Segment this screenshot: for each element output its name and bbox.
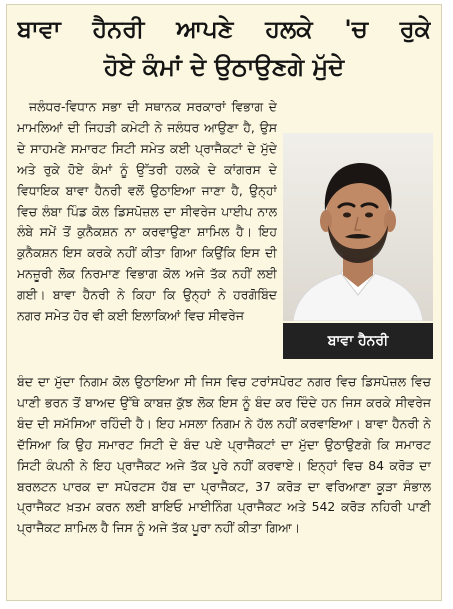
- headline-line-1: ਬਾਵਾ ਹੈਨਰੀ ਆਪਣੇ ਹਲਕੇ 'ਚ ਰੁਕੇ: [17, 15, 431, 43]
- article-paragraph-continued: ਬੰਦ ਦਾ ਮੁੱਦਾ ਨਿਗਮ ਕੋਲ ਉਠਾਇਆ ਸੀ ਜਿਸ ਵਿਚ ਟਰਾਂਸਪੋਰਟ ਨਗਰ ਵਿਚ ਡਿਸਪੋਜ਼ਲ ਵਿਚ ਪਾਣੀ ਭਰਨ ਤੋਂ ਬਾਅਦ ਉੱਥੇ ਕਾਬਜ਼ ਕੁੱਝ ਲੋਕ ਇਸ ਨੂੰ ਬੰਦ ਕਰ ਦਿੰਦੇ ਹਨ ਜਿਸ ਕਰਕੇ ਸੀਵਰੇਜ ਬੰਦ ਦੀ ਸਮੱਸਿਆ ਰਹਿੰਦੀ ਹੈ। ਇਹ ਮਸਲਾ ਨਿਗਮ ਨੇ ਹੱਲ ਨਹੀਂ ਕਰਵਾਇਆ। ਬਾਵਾ ਹੈਨਰੀ ਨੇ ਦੱਸਿਆ ਕਿ ਉਹ ਸਮਾਰਟ ਸਿਟੀ ਦੇ ਬੰਦ ਪਏ ਪ੍ਰਾਜੈਕਟਾਂ ਦਾ ਮੁੱਦਾ ਉਠਾਉਣਗੇ ਕਿ ਸਮਾਰਟ ਸਿਟੀ ਕੰਪਨੀ ਨੇ ਇਹ ਪ੍ਰਾਜੈਕਟ ਅਜੇ ਤੱਕ ਪੂਰੇ ਨਹੀਂ ਕਰਵਾਏ। ਇਨ੍ਹਾਂ ਵਿਚ 84 ਕਰੋੜ ਦਾ ਬਰਲਟਨ ਪਾਰਕ ਦਾ ਸਪੋਰਟਸ ਹੱਬ ਦਾ ਪ੍ਰਾਜੈਕਟ, 37 ਕਰੋੜ ਦਾ ਵਰਿਆਣਾ ਕੂੜਾ ਸੰਭਾਲ ਪ੍ਰਾਜੈਕਟ ਖ਼ਤਮ ਕਰਨ ਲਈ ਬਾਇਓ ਮਾਈਨਿੰਗ ਪ੍ਰਾਜੈਕਟ ਅਤੇ 542 ਕਰੋੜ ਨਹਿਰੀ ਪਾਣੀ ਪ੍ਰਾਜੈਕਟ ਸ਼ਾਮਿਲ ਹੈ ਜਿਸ ਨੂੰ ਅਜੇ ਤੱਕ ਪੂਰਾ ਨਹੀਂ ਕੀਤਾ ਗਿਆ।: [17, 374, 431, 536]
- article-body-intro: [17, 97, 277, 369]
- headline-line-2: ਹੋਏ ਕੰਮਾਂ ਦੇ ਉਠਾਉਣਗੇ ਮੁੱਦੇ: [103, 53, 345, 81]
- article-paragraph-intro: ਜਲੰਧਰ-ਵਿਧਾਨ ਸਭਾ ਦੀ ਸਥਾਨਕ ਸਰਕਾਰਾਂ ਵਿਭਾਗ ਦੇ ਮਾਮਲਿਆਂ ਦੀ ਜਿਹੜੀ ਕਮੇਟੀ ਨੇ ਜਲੰਧਰ ਆਉਣਾ ਹੈ, ਉਸ ਦੇ ਸਾਹਮਣੇ ਸਮਾਰਟ ਸਿਟੀ ਸਮੇਤ ਕਈ ਪ੍ਰਾਜੈਕਟਾਂ ਦੇ ਮੁੱਦੇ ਅਤੇ ਰੁਕੇ ਹੋਏ ਕੰਮਾਂ ਨੂੰ ਉੱਤਰੀ ਹਲਕੇ ਦੇ ਕਾਂਗਰਸ ਦੇ ਵਿਧਾਇਕ ਬਾਵਾ ਹੈਨਰੀ ਵਲੋਂ ਉਠਾਇਆ ਜਾਣਾ ਹੈ, ਉਨ੍ਹਾਂ ਵਿਚ ਲੰਬਾ ਪਿੰਡ ਕੋਲ ਡਿਸਪੋਜ਼ਲ ਦਾ ਸੀਵਰੇਜ ਪਾਈਪ ਨਾਲ ਲੰਬੇ ਸਮੇਂ ਤੋਂ ਕੁਨੈਕਸ਼ਨ ਨਾ ਕਰਵਾਉਣਾ ਸ਼ਾਮਿਲ ਹੈ। ਇਹ ਕੁਨੈਕਸ਼ਨ ਇਸ ਕਰਕੇ ਨਹੀਂ ਕੀਤਾ ਗਿਆ ਕਿਉਂਕਿ ਇਸ ਦੀ ਮਨਜ਼ੂਰੀ ਲੋਕ ਨਿਰਮਾਣ ਵਿਭਾਗ ਕੋਲ ਅਜੇ ਤੱਕ ਨਹੀਂ ਲਈ ਗਈ। ਬਾਵਾ ਹੈਨਰੀ ਨੇ ਕਿਹਾ ਕਿ ਉਨ੍ਹਾਂ ਨੇ ਹਰਗੋਬਿੰਦ ਨਗਰ ਸਮੇਤ ਹੋਰ ਵੀ ਕਈ ਇਲਾਕਿਆਂ ਵਿਚ ਸੀਵਰੇਜ: [17, 99, 277, 324]
- portrait-photo: [283, 133, 433, 321]
- article-body-continued: [17, 372, 431, 598]
- portrait-illustration: [283, 133, 433, 321]
- photo-caption: ਬਾਵਾ ਹੈਨਰੀ: [283, 323, 433, 359]
- news-clipping: [6, 4, 442, 601]
